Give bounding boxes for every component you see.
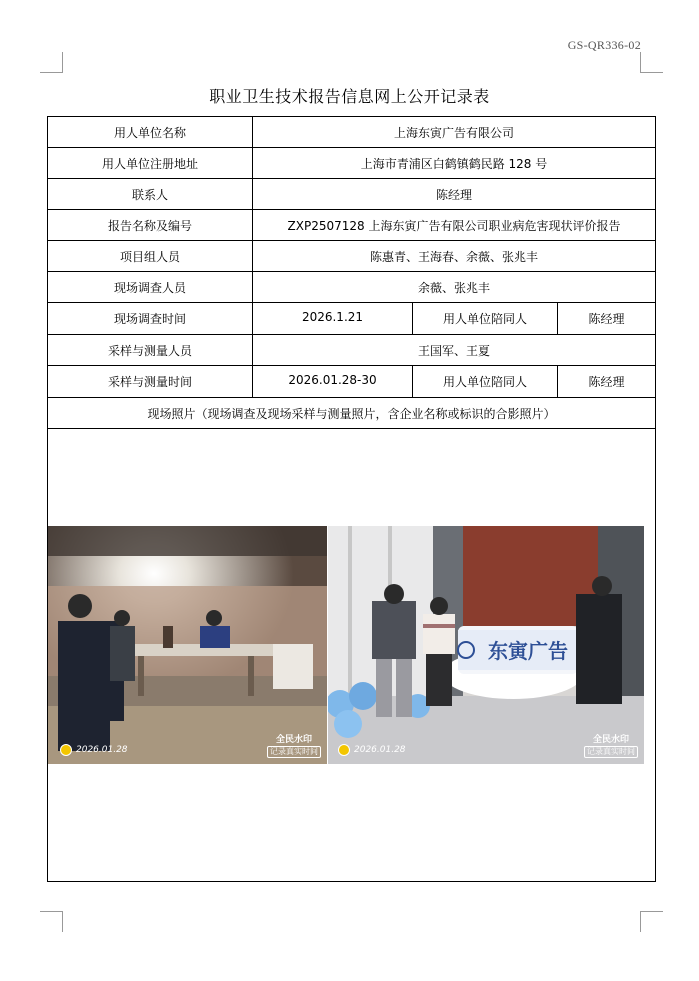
address-value: 上海市青浦区白鹤镇鹤民路 128 号 — [360, 156, 548, 171]
crop-mark-bottom-right — [640, 911, 663, 932]
sampling-escort-value: 陈经理 — [588, 375, 625, 389]
team-value: 陈惠青、王海春、余薇、张兆丰 — [369, 249, 538, 264]
survey-staff-label: 现场调查人员 — [48, 272, 253, 302]
contact-label: 联系人 — [48, 179, 253, 209]
sampling-time-value: 2026.01.28-30 — [253, 366, 413, 397]
sampling-escort-label: 用人单位陪同人 — [413, 366, 558, 397]
team-label: 项目组人员 — [48, 241, 253, 271]
group-photo-date: 2026.01.28 — [354, 745, 406, 755]
row-survey-time — [48, 303, 655, 335]
workshop-photo-date: 2026.01.28 — [76, 745, 128, 755]
group-photo — [328, 526, 644, 764]
group-stamp-tag: 记录真实时间 — [584, 746, 638, 758]
row-address — [48, 148, 655, 179]
row-survey-staff — [48, 272, 655, 303]
workshop-photo — [48, 526, 327, 764]
employer-value: 上海东寅广告有限公司 — [393, 125, 514, 140]
address-label: 用人单位注册地址 — [48, 148, 253, 178]
location-pin-icon — [60, 744, 72, 756]
sampling-staff-label: 采样与测量人员 — [48, 335, 253, 365]
location-pin-icon — [338, 744, 350, 756]
survey-escort-label: 用人单位陪同人 — [413, 303, 558, 334]
workshop-photo-stamp — [267, 735, 321, 758]
record-form — [47, 116, 656, 882]
employer-label: 用人单位名称 — [48, 117, 253, 147]
report-label: 报告名称及编号 — [48, 210, 253, 240]
group-photo-image — [328, 526, 644, 764]
group-photo-watermark — [338, 744, 406, 756]
row-employer — [48, 117, 655, 148]
survey-time-value: 2026.1.21 — [253, 303, 413, 334]
contact-value: 陈经理 — [435, 187, 472, 202]
report-value: ZXP2507128 上海东寅广告有限公司职业病危害现状评价报告 — [287, 218, 621, 233]
sampling-staff-value: 王国军、王夏 — [417, 343, 490, 358]
workshop-stamp-brand: 全民水印 — [275, 735, 312, 745]
crop-mark-bottom-left — [40, 911, 63, 932]
document-code: GS-QR336-02 — [567, 38, 641, 52]
group-stamp-brand: 全民水印 — [592, 735, 629, 745]
sign-text: 东寅广告 — [488, 639, 568, 663]
photo-area — [48, 429, 655, 881]
survey-staff-value: 余薇、张兆丰 — [417, 280, 490, 295]
survey-escort-value: 陈经理 — [588, 312, 625, 326]
row-contact — [48, 179, 655, 210]
crop-mark-top-left — [40, 52, 63, 73]
row-sampling-staff — [48, 335, 655, 366]
workshop-photo-watermark — [60, 744, 128, 756]
workshop-photo-image — [48, 526, 327, 764]
row-report — [48, 210, 655, 241]
photos-label: 现场照片（现场调查及现场采样与测量照片，含企业名称或标识的合影照片） — [147, 406, 556, 421]
row-photos-header — [48, 398, 655, 429]
workshop-stamp-tag: 记录真实时间 — [267, 746, 321, 758]
form-title: 职业卫生技术报告信息网上公开记录表 — [209, 87, 490, 106]
survey-time-label: 现场调查时间 — [48, 303, 253, 334]
sampling-time-label: 采样与测量时间 — [48, 366, 253, 397]
row-sampling-time — [48, 366, 655, 398]
group-photo-stamp — [584, 735, 638, 758]
row-team — [48, 241, 655, 272]
crop-mark-top-right — [640, 52, 663, 73]
